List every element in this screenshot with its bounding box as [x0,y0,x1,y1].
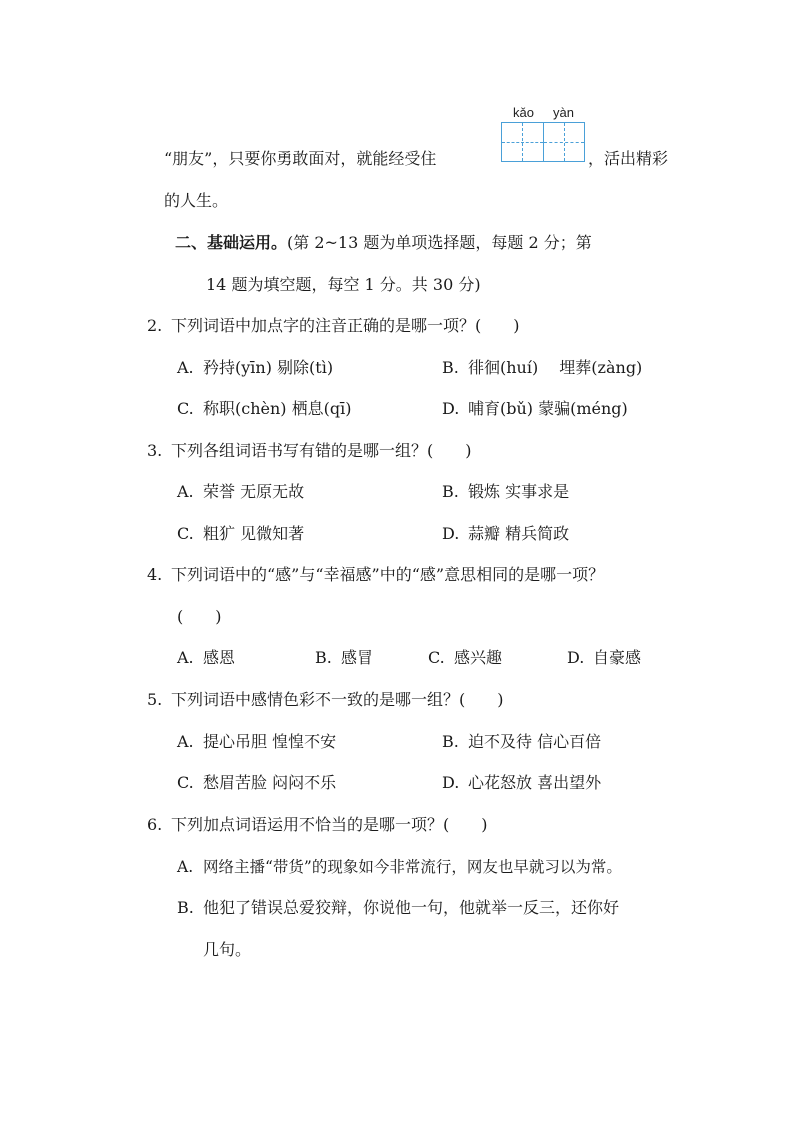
question-text: 下列加点词语运用不恰当的是哪一项？( ) [171,815,488,834]
q3-option-a[interactable]: A. 荣誉 无原无故 [177,482,305,501]
q4-option-a[interactable]: A. 感恩 [177,648,236,667]
q2-option-c[interactable]: C. 称职(chèn) 栖息(qī) [177,399,352,418]
section-note-line-2: 14 题为填空题，每空 1 分。共 30 分) [206,275,481,294]
intro-text-after: ，活出精彩 [588,149,669,168]
question-6 [147,814,488,836]
question-number: 5. [147,690,163,709]
q5-option-a[interactable]: A. 提心吊胆 惶惶不安 [177,732,337,751]
q5-option-c[interactable]: C. 愁眉苦脸 闷闷不乐 [177,773,337,792]
question-2 [147,315,520,337]
section-heading [175,232,592,254]
q4-answer-paren[interactable]: ( ) [177,607,222,626]
answer-cell-2[interactable] [543,123,585,161]
q6-option-b[interactable]: B. 他犯了错误总爱狡辩，你说他一句，他就举一反三，还你好 [177,898,620,917]
question-text: 下列各组词语书写有错的是哪一组？( ) [171,441,472,460]
q2-option-a[interactable]: A. 矜持(yīn) 剔除(tì) [177,358,334,377]
intro-line-1 [164,148,436,170]
q5-option-d[interactable]: D. 心花怒放 喜出望外 [442,773,602,792]
question-text: 下列词语中感情色彩不一致的是哪一组？( ) [171,690,504,709]
q6-option-b-continued: 几句。 [203,940,252,959]
q3-option-d[interactable]: D. 蒜瓣 精兵简政 [442,524,570,543]
answer-cell-1[interactable] [502,123,543,161]
question-number: 3. [147,441,163,460]
intro-line-2: 的人生。 [164,191,229,210]
q2-option-d[interactable]: D. 哺育(bǔ) 蒙骗(méng) [442,399,628,418]
q5-option-b[interactable]: B. 迫不及待 信心百倍 [442,732,602,751]
question-number: 6. [147,815,163,834]
q3-option-b[interactable]: B. 锻炼 实事求是 [442,482,570,501]
q4-option-b[interactable]: B. 感冒 [315,648,374,667]
question-number: 4. [147,565,163,584]
answer-grid[interactable] [501,122,585,162]
intro-text-before: “朋友”，只要你勇敢面对，就能经受住 [164,149,437,168]
question-5 [147,689,504,711]
pinyin-yan: yàn [553,105,574,120]
q2-option-b[interactable]: B. 徘徊(huí) 埋葬(zàng) [442,358,643,377]
section-title: 二、基础运用。 [175,233,288,252]
question-4 [147,564,604,586]
section-note-line-1: (第 2~13 题为单项选择题，每题 2 分；第 [287,233,592,252]
pinyin-kao: kǎo [513,105,534,120]
question-text: 下列词语中的“感”与“幸福感”中的“感”意思相同的是哪一项？ [171,565,605,584]
q3-option-c[interactable]: C. 粗犷 见微知著 [177,524,305,543]
question-text: 下列词语中加点字的注音正确的是哪一项？( ) [171,316,520,335]
question-3 [147,440,472,462]
q4-option-c[interactable]: C. 感兴趣 [428,648,503,667]
q6-option-a[interactable]: A. 网络主播“带货”的现象如今非常流行，网友也早就习以为常。 [177,858,622,876]
q4-option-d[interactable]: D. 自豪感 [567,648,642,667]
question-number: 2. [147,316,163,335]
